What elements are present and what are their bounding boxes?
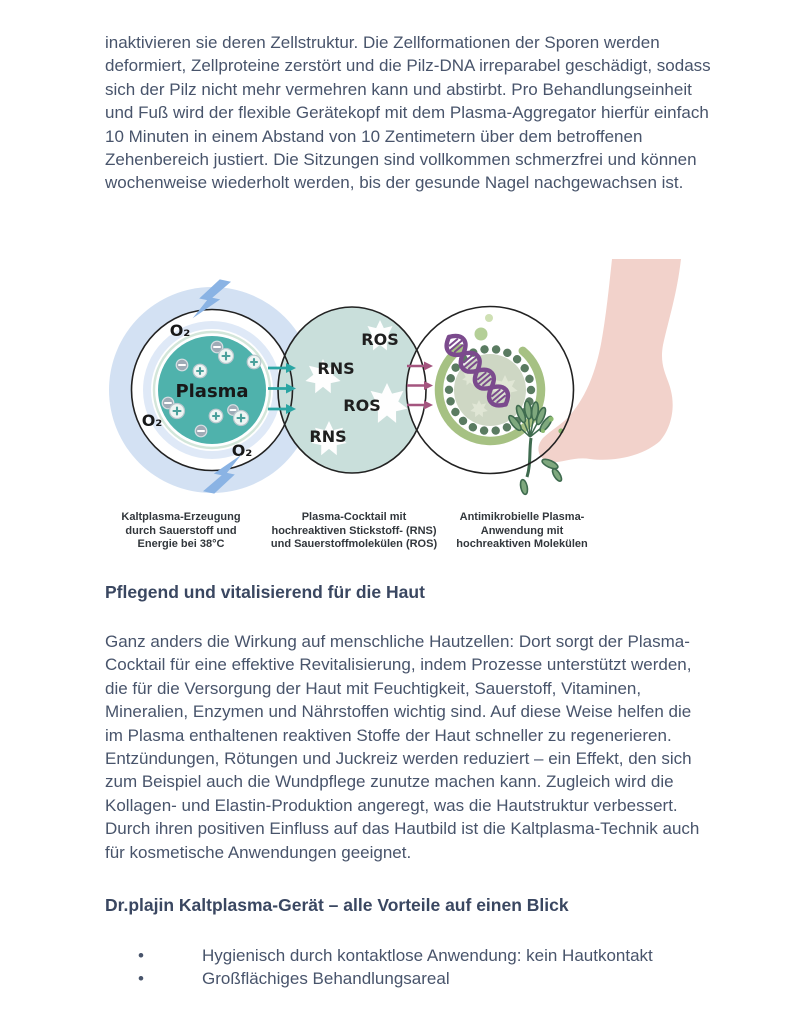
o2-label-left: O₂ bbox=[141, 411, 163, 430]
paragraph-skin-section: Ganz anders die Wirkung auf menschliche Hautzellen: Dort sorgt der Plasma-Cocktail für eine effektive Revitalisierung, indem Prozesse unterstützt werden, die für die Versorgung der Haut mit Feuchtigkeit, Sauerstoff, Vitaminen, Mineralien, Enzymen und Nährstoffen wichtig sind. Auf diese Weise helfen die im Plasma enthaltenen reaktiven Stoffe der Haut schneller zu regenerieren. Entzündungen, Rötungen und Juckreiz werden reduziert – ein Effekt, den sich zum Beispiel auch die Wundpflege zunutze machen kann. Zugleich wird die Kollagen- und Elastin-Produktion angeregt, was die Hautstruktur verbessert. Durch ihren positiven Einfluss auf das Hautbild ist die Kaltplasma-Technik auch für kosmetische Anwendungen geeignet. bbox=[105, 632, 700, 862]
application-circle bbox=[407, 259, 682, 495]
plasma-process-diagram bbox=[0, 243, 799, 505]
paragraph-intro: inaktivieren sie deren Zellstruktur. Die Zellformationen der Sporen werden deformiert, Zellproteine zerstört und die Pilz-DNA irreparabel geschädigt, sodass sich der Pilz nicht mehr vermehren kann und abstirbt. Pro Behandlungseinheit und Fuß wird der flexible Gerätekopf mit dem Plasma-Aggregator hierfür einfach 10 Minuten in einem Abstand von 10 Zentimetern über dem betroffenen Zehenbereich justiert. Die Sitzungen sind vollkommen schmerzfrei und können wochenweise wiederholt werden, bis der gesunde Nagel nachgewachsen ist. bbox=[105, 33, 711, 193]
o2-label-top: O₂ bbox=[169, 321, 191, 340]
o2-label-bottom: O₂ bbox=[231, 441, 253, 460]
heading-skin-section: Pflegend und vitalisierend für die Haut bbox=[105, 582, 425, 602]
caption-stage-3: Antimikrobielle Plasma-Anwendung mit hochreaktiven Molekülen bbox=[456, 511, 588, 551]
benefits-list bbox=[105, 944, 725, 990]
plasma-label: Plasma bbox=[175, 381, 249, 402]
caption-stage-2: Plasma-Cocktail mit hochreaktiven Stickstoff- (RNS) und Sauerstoffmolekülen (ROS) bbox=[270, 511, 438, 551]
ros-label-2: ROS bbox=[343, 396, 381, 415]
ros-label-1: ROS bbox=[361, 330, 399, 349]
benefit-item: • Hygienisch durch kontaktlose Anwendung: kein Hautkontakt bbox=[105, 944, 725, 967]
benefit-item: • Großflächiges Behandlungsareal bbox=[105, 967, 725, 990]
rns-label-1: RNS bbox=[317, 359, 355, 378]
caption-stage-1: Kaltplasma-Erzeugung durch Sauerstoff und Energie bei 38°C bbox=[121, 511, 241, 551]
rns-label-2: RNS bbox=[309, 427, 347, 446]
heading-benefits-section: Dr.plajin Kaltplasma-Gerät – alle Vorteile auf einen Blick bbox=[105, 895, 569, 915]
